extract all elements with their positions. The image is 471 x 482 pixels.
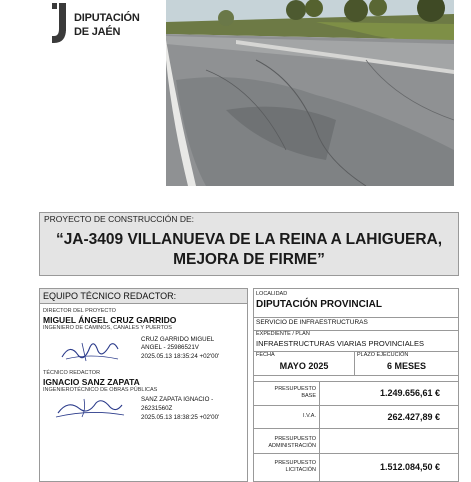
- plazo-cell: [355, 351, 458, 376]
- equipo-heading: EQUIPO TÉCNICO REDACTOR:: [40, 289, 247, 304]
- fecha-cell: [254, 351, 355, 376]
- presupuesto-base-value: 1.249.656,61 €: [379, 388, 440, 398]
- iva-row: [254, 406, 458, 429]
- road-photo: [166, 0, 454, 186]
- project-info-panel: [253, 288, 459, 482]
- director-role: DIRECTOR DEL PROYECTO: [43, 308, 116, 314]
- director-name: MIGUEL ÁNGEL CRUZ GARRIDO: [43, 315, 177, 325]
- logo-line1: DIPUTACIÓN: [74, 12, 140, 24]
- presupuesto-licitacion-value: 1.512.084,50 €: [379, 462, 440, 472]
- plazo-label: PLAZO EJECUCIÓN: [357, 352, 409, 358]
- iva-label: I.V.A.: [303, 413, 316, 419]
- plazo-value: 6 MESES: [386, 361, 426, 371]
- presupuesto-licitacion-row: [254, 454, 458, 481]
- tecnico-title: INGENIEROTÉCNICO DE OBRAS PÚBLICAS: [43, 387, 158, 393]
- tecnico-sig-line1: SANZ ZAPATA IGNACIO -: [141, 396, 214, 403]
- iva-value: 262.427,89 €: [387, 412, 440, 422]
- diputacion-logo: [50, 3, 170, 45]
- presupuesto-licitacion-label: PRESUPUESTO LICITACIÓN: [274, 460, 316, 473]
- presupuesto-admin-row: [254, 429, 458, 454]
- tecnico-role: TÉCNICO REDACTOR: [43, 370, 101, 376]
- fecha-label: FECHA: [256, 352, 275, 358]
- servicio-cell: [254, 317, 458, 331]
- project-title-box: [39, 212, 459, 276]
- presupuesto-admin-label: PRESUPUESTO ADMINISTRACIÓN: [268, 436, 316, 449]
- tecnico-sig-line2: 26231560Z: [141, 405, 173, 412]
- director-sig-line3: 2025.05.13 18:35:24 +02'00': [141, 353, 220, 360]
- presupuesto-base-row: [254, 382, 458, 406]
- tecnico-name: IGNACIO SANZ ZAPATA: [43, 377, 140, 387]
- tecnico-sig-line3: 2025.05.13 18:38:25 +02'00': [141, 414, 220, 421]
- director-sig-line1: CRUZ GARRIDO MIGUEL: [141, 336, 215, 343]
- equipo-tecnico-panel: [39, 288, 248, 482]
- tecnico-signature: [54, 395, 126, 421]
- project-title-label: PROYECTO DE CONSTRUCCIÓN DE:: [44, 214, 195, 224]
- project-title: “JA-3409 VILLANUEVA DE LA REINA A LAHIGUERA, MEJORA DE FIRME”: [55, 231, 443, 268]
- expediente-value: INFRAESTRUCTURAS VIARIAS PROVINCIALES: [256, 339, 424, 348]
- spacer-row: [254, 375, 458, 382]
- director-title: INGENIERO DE CAMINOS, CANALES Y PUERTOS: [43, 325, 172, 331]
- localidad-label: LOCALIDAD: [256, 291, 288, 297]
- expediente-cell: [254, 330, 458, 352]
- logo-line2: DE JAÉN: [74, 26, 121, 38]
- diputacion-j-icon: [50, 3, 72, 45]
- localidad-cell: [254, 289, 458, 318]
- servicio-value: SERVICIO DE INFRAESTRUCTURAS: [256, 319, 368, 326]
- director-sig-line2: ANGEL - 25986521V: [141, 344, 199, 351]
- fecha-value: MAYO 2025: [279, 361, 329, 371]
- director-signature: [60, 337, 122, 365]
- presupuesto-base-label: PRESUPUESTO BASE: [274, 386, 316, 399]
- localidad-value: DIPUTACIÓN PROVINCIAL: [256, 299, 382, 310]
- expediente-label: EXPEDIENTE / PLAN: [256, 331, 310, 337]
